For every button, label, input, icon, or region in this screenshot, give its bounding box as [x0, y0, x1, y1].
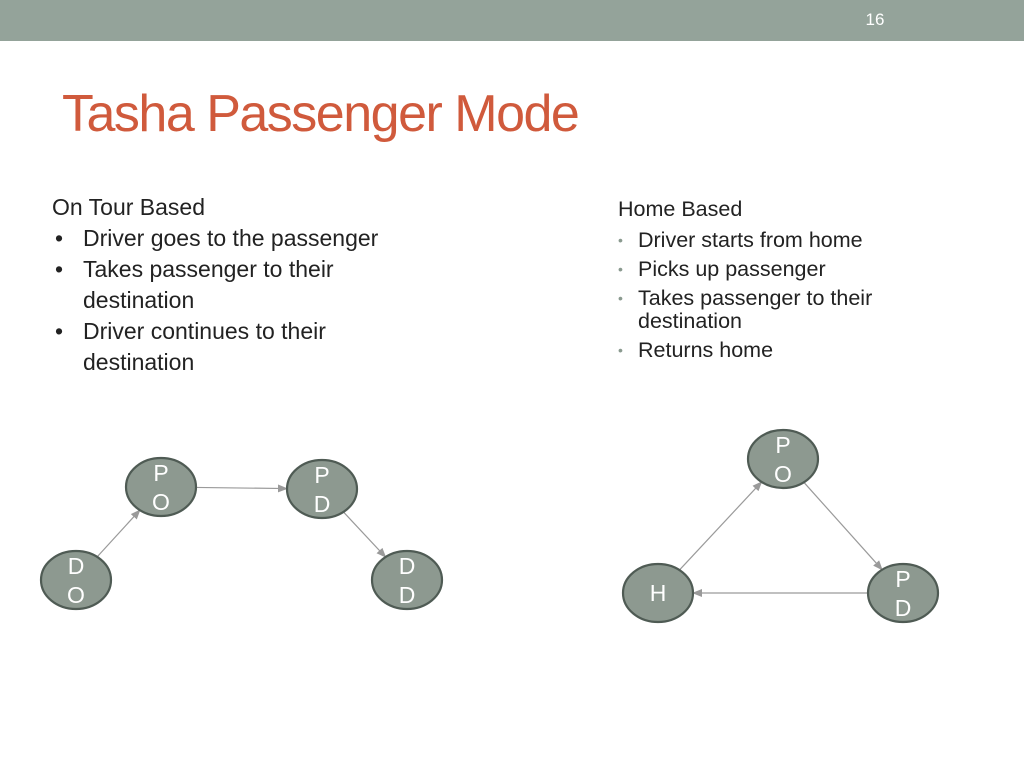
bullet-dot-icon: •	[618, 290, 623, 306]
right-item-line: destination	[638, 309, 742, 333]
right-edge-po-to-pd	[804, 482, 882, 569]
left-node-do	[41, 551, 111, 609]
node-label: P	[895, 566, 911, 592]
left-item-line: Takes passenger to their	[83, 256, 334, 282]
left-item-line: Driver continues to their	[83, 318, 326, 344]
node-label: O	[774, 461, 792, 487]
on-tour-diagram	[41, 458, 442, 609]
node-label: D	[894, 595, 912, 621]
right-column-heading: Home Based	[618, 197, 743, 221]
left-node-dd	[372, 551, 442, 609]
slide-title: Tasha Passenger Mode	[62, 85, 579, 143]
node-label: P	[153, 460, 169, 486]
left-column-heading: On Tour Based	[52, 194, 206, 220]
node-label: O	[67, 582, 85, 608]
home-based-diagram	[623, 430, 938, 622]
left-item-line: Driver goes to the passenger	[83, 225, 379, 251]
right-node-po	[748, 430, 818, 488]
bullet-dot-icon: •	[55, 225, 64, 251]
node-label: P	[314, 462, 330, 488]
node-label: P	[775, 432, 791, 458]
left-node-pd	[287, 460, 357, 518]
bullet-dot-icon: •	[55, 256, 64, 282]
left-node-po	[126, 458, 196, 516]
node-label: D	[67, 553, 85, 579]
left-edge-do-to-po	[97, 510, 140, 557]
node-label: D	[398, 553, 416, 579]
right-node-pd	[868, 564, 938, 622]
bullet-dot-icon: •	[618, 342, 623, 358]
right-edge-h-to-po	[679, 482, 761, 570]
right-node-h	[623, 564, 693, 622]
bullet-dot-icon: •	[55, 318, 64, 344]
left-edge-pd-to-dd	[343, 512, 385, 557]
bullet-dot-icon: •	[618, 261, 623, 277]
page-number: 16	[865, 10, 885, 29]
left-edge-po-to-pd	[196, 487, 287, 488]
left-item-line: destination	[83, 287, 195, 313]
left-item-line: destination	[83, 349, 195, 375]
bullet-dot-icon: •	[618, 232, 623, 248]
right-item-line: Driver starts from home	[638, 228, 863, 252]
node-label: H	[649, 580, 667, 606]
right-item-line: Takes passenger to their	[638, 286, 873, 310]
node-label: O	[152, 489, 170, 515]
node-label: D	[398, 582, 416, 608]
right-item-line: Returns home	[638, 338, 774, 362]
node-label: D	[313, 491, 331, 517]
right-item-line: Picks up passenger	[638, 257, 826, 281]
